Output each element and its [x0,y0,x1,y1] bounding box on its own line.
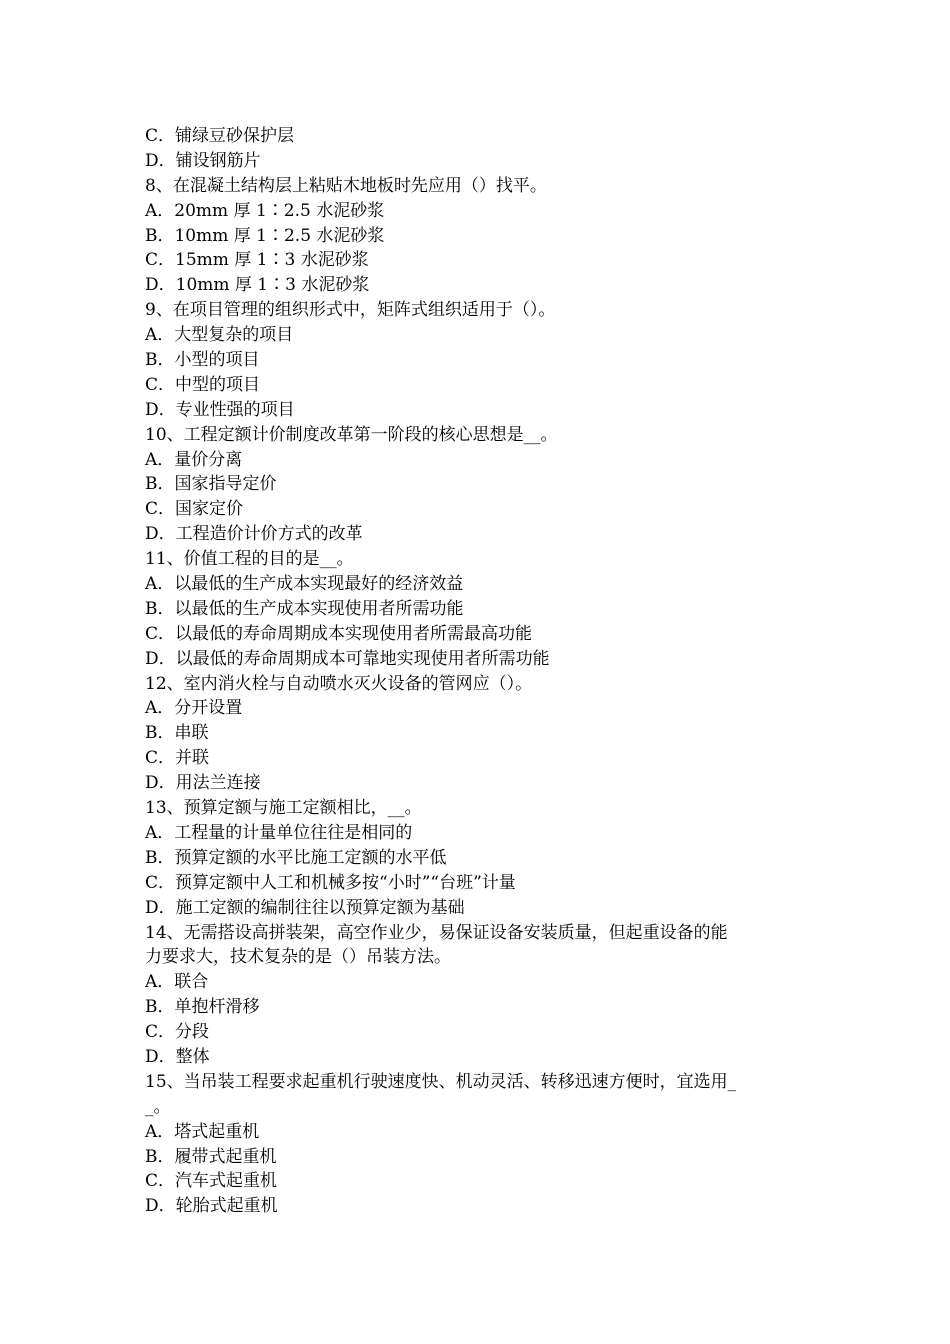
text-line: D．专业性强的项目 [145,399,295,420]
text-line: C．预算定额中人工和机械多按“小时”“台班”计量 [145,872,516,893]
text-line: A．塔式起重机 [145,1121,260,1142]
text-line: B．预算定额的水平比施工定额的水平低 [145,847,447,868]
text-line: C．分段 [145,1022,210,1043]
text-line: A．20mm 厚 1∶2.5 水泥砂浆 [145,200,385,221]
text-line: A．联合 [145,972,209,993]
text-line: D．10mm 厚 1∶3 水泥砂浆 [145,275,370,296]
text-line: 12、室内消火栓与自动喷水灭火设备的管网应（）。 [145,673,533,694]
text-line: D．轮胎式起重机 [145,1196,278,1217]
text-line: B．国家指导定价 [145,474,277,495]
text-line: C．15mm 厚 1∶3 水泥砂浆 [145,250,369,271]
text-line: B．10mm 厚 1∶2.5 水泥砂浆 [145,225,385,246]
text-line: 力要求大，技术复杂的是（）吊装方法。 [145,947,451,968]
text-line: B．履带式起重机 [145,1146,277,1167]
text-line: B．小型的项目 [145,350,260,371]
text-line: 10、工程定额计价制度改革第一阶段的核心思想是__。 [145,424,558,445]
text-line: D．施工定额的编制往往以预算定额为基础 [145,897,465,918]
text-line: A．量价分离 [145,449,243,470]
text-line: A．以最低的生产成本实现最好的经济效益 [145,574,464,595]
text-line: D．工程造价计价方式的改革 [145,524,363,545]
text-line: 15、当吊装工程要求起重机行驶速度快、机动灵活、转移迅速方便时，宜选用_ [145,1071,737,1092]
text-line: _。 [145,1096,171,1117]
text-line: A．工程量的计量单位往往是相同的 [145,822,413,843]
text-line: C．并联 [145,748,210,769]
text-line: 9、在项目管理的组织形式中，矩阵式组织适用于（）。 [145,300,556,321]
text-line: C．汽车式起重机 [145,1171,278,1192]
text-line: B．以最低的生产成本实现使用者所需功能 [145,598,464,619]
document-page [145,124,815,1219]
text-line: C．中型的项目 [145,374,261,395]
text-line: 8、在混凝土结构层上粘贴木地板时先应用（）找平。 [145,175,547,196]
text-line: B．单抱杆滑移 [145,997,260,1018]
text-line: D．用法兰连接 [145,773,261,794]
text-line: 14、无需搭设高拼装架，高空作业少，易保证设备安装质量，但起重设备的能 [145,922,728,943]
text-line: 11、价值工程的目的是__。 [145,549,354,570]
text-line: A．分开设置 [145,698,243,719]
text-line: 13、预算定额与施工定额相比，__。 [145,798,422,819]
text-line: B．串联 [145,723,209,744]
text-line: C．铺绿豆砂保护层 [145,126,295,146]
text-line: C．国家定价 [145,499,244,520]
text-line: D．以最低的寿命周期成本可靠地实现使用者所需功能 [145,648,550,669]
text-line: C．以最低的寿命周期成本实现使用者所需最高功能 [145,623,533,644]
text-line: D．铺设钢筋片 [145,150,261,171]
text-line: D．整体 [145,1046,210,1067]
text-line: A．大型复杂的项目 [145,325,294,346]
